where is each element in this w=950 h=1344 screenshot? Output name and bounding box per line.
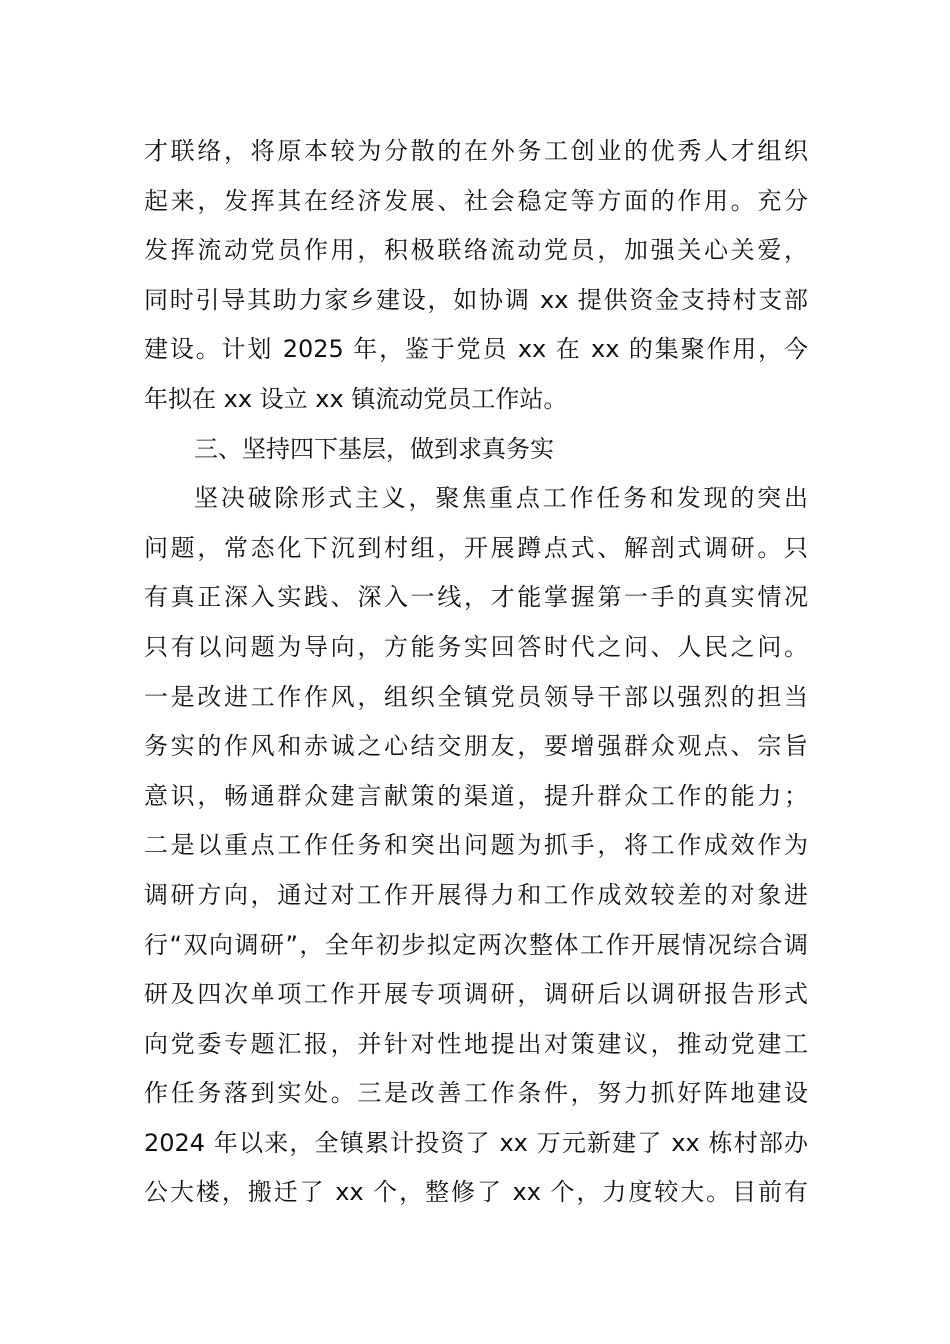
text-line: 向党委专题汇报，并针对性地提出对策建议，推动党建工 [144,1029,808,1058]
text-line: 年拟在 xx 设立 xx 镇流动党员工作站。 [144,384,568,413]
text-line: 公大楼，搬迁了 xx 个，整修了 xx 个，力度较大。目前有 [144,1178,808,1207]
text-line: 作任务落到实处。三是改善工作条件，努力抓好阵地建设 [144,1079,808,1108]
document-body [144,127,808,1218]
text-line: 有真正深入实践、深入一线，才能掌握第一手的真实情况 [144,583,808,612]
text-line: 二是以重点工作任务和突出问题为抓手，将工作成效作为 [144,831,808,860]
text-line: 才联络，将原本较为分散的在外务工创业的优秀人才组织 [144,137,808,165]
section-heading: 三、坚持四下基层，做到求真务实 [194,434,554,463]
text-line: 意识，畅通群众建言献策的渠道，提升群众工作的能力； [144,781,808,810]
text-line: 发挥流动党员作用，积极联络流动党员，加强关心关爱， [144,236,808,265]
text-line: 务实的作风和赤诚之心结交朋友，要增强群众观点、宗旨 [144,732,808,761]
text-line: 起来，发挥其在经济发展、社会稳定等方面的作用。充分 [144,186,808,215]
text-line: 一是改进工作作风，组织全镇党员领导干部以强烈的担当 [144,682,808,711]
text-line: 2024 年以来，全镇累计投资了 xx 万元新建了 xx 栋村部办 [144,1128,808,1157]
text-line: 行“双向调研”，全年初步拟定两次整体工作开展情况综合调 [144,930,808,959]
text-line: 同时引导其助力家乡建设，如协调 xx 提供资金支持村支部 [144,285,808,314]
text-line: 问题，常态化下沉到村组，开展蹲点式、解剖式调研。只 [144,533,808,562]
text-line: 调研方向，通过对工作开展得力和工作成效较差的对象进 [144,880,808,909]
text-line: 建设。计划 2025 年，鉴于党员 xx 在 xx 的集聚作用，今 [144,335,808,364]
text-line: 研及四次单项工作开展专项调研，调研后以调研报告形式 [144,980,808,1009]
text-line: 只有以问题为导向，方能务实回答时代之问、人民之问。 [144,632,808,661]
text-line: 坚决破除形式主义，聚焦重点工作任务和发现的突出 [194,484,808,513]
